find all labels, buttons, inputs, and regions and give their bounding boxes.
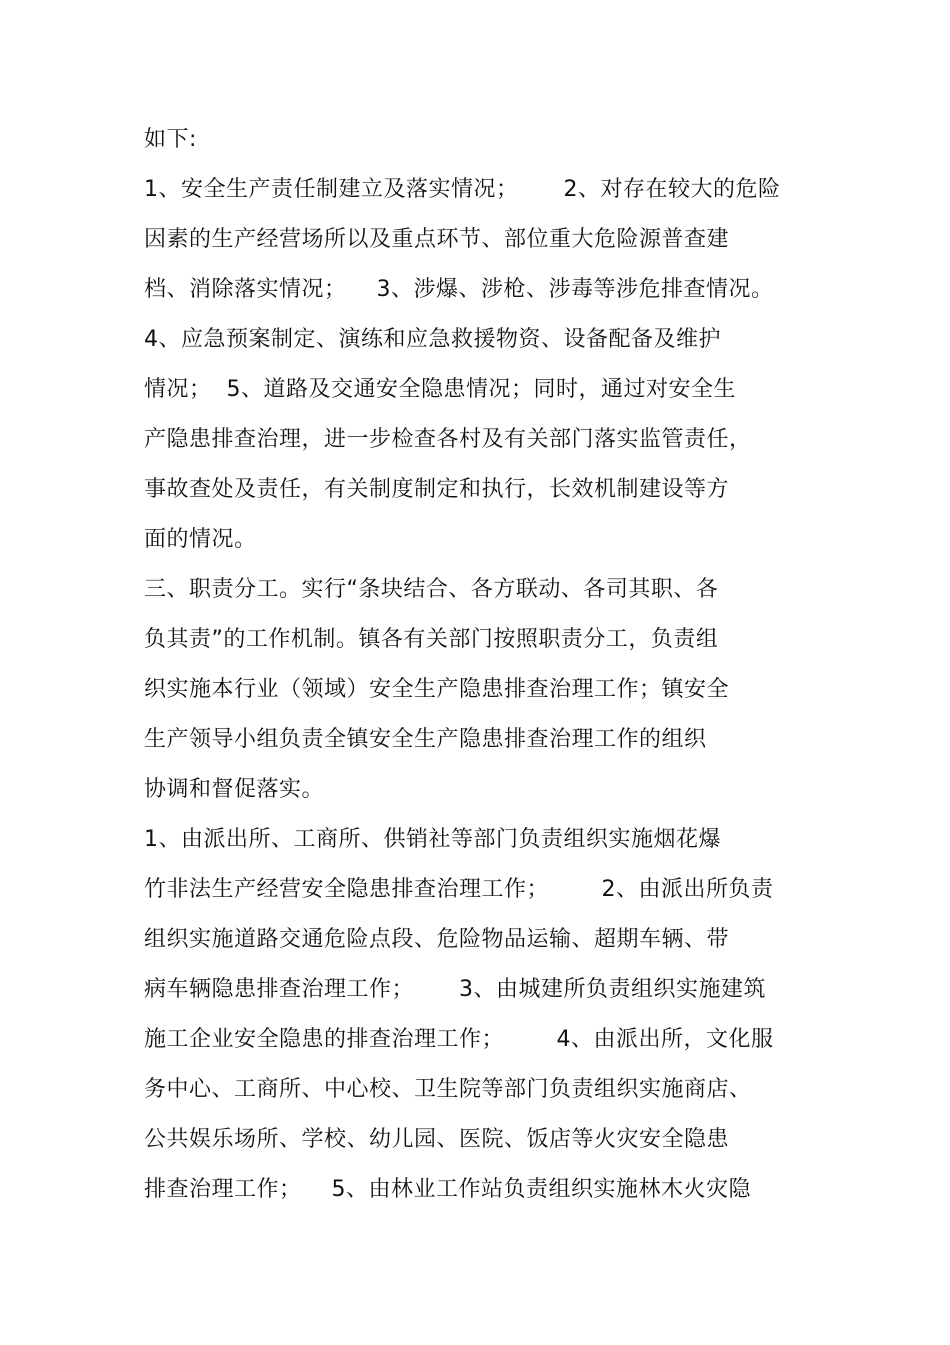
text-line: 竹非法生产经营安全隐患排查治理工作； 2、由派出所负责 (144, 877, 774, 902)
text-line: 组织实施道路交通危险点段、危险物品运输、超期车辆、带 (144, 927, 730, 952)
text-line: 施工企业安全隐患的排查治理工作； 4、由派出所，文化服 (144, 1027, 774, 1052)
text-line: 负其责”的工作机制。镇各有关部门按照职责分工，负责组 (144, 627, 719, 652)
text-line: 排查治理工作； 5、由林业工作站负责组织实施林木火灾隐 (144, 1177, 751, 1202)
text-line: 4、应急预案制定、演练和应急救援物资、设备配备及维护 (144, 327, 721, 352)
text-line: 面的情况。 (144, 527, 257, 552)
text-line: 情况； 5、道路及交通安全隐患情况；同时，通过对安全生 (144, 377, 736, 402)
text-line: 如下: (144, 127, 197, 152)
text-line: 三、职责分工。实行“条块结合、各方联动、各司其职、各 (144, 577, 719, 602)
text-line: 档、消除落实情况； 3、涉爆、涉枪、涉毒等涉危排查情况。 (144, 277, 774, 302)
text-line: 生产领导小组负责全镇安全生产隐患排查治理工作的组织 (144, 727, 707, 752)
text-line: 产隐患排查治理，进一步检查各村及有关部门落实监管责任， (144, 427, 752, 452)
text-line: 1、安全生产责任制建立及落实情况； 2、对存在较大的危险 (144, 177, 781, 202)
text-line: 织实施本行业（领域）安全生产隐患排查治理工作；镇安全 (144, 677, 730, 702)
text-line: 务中心、工商所、中心校、卫生院等部门负责组织实施商店、 (144, 1077, 752, 1102)
text-line: 病车辆隐患排查治理工作； 3、由城建所负责组织实施建筑 (144, 977, 766, 1002)
text-line: 1、由派出所、工商所、供销社等部门负责组织实施烟花爆 (144, 827, 721, 852)
text-line: 因素的生产经营场所以及重点环节、部位重大危险源普查建 (144, 227, 730, 252)
text-line: 协调和督促落实。 (144, 777, 325, 802)
text-line: 事故查处及责任，有关制度制定和执行，长效机制建设等方 (144, 477, 730, 502)
text-line: 公共娱乐场所、学校、幼儿园、医院、饭店等火灾安全隐患 (144, 1127, 730, 1152)
